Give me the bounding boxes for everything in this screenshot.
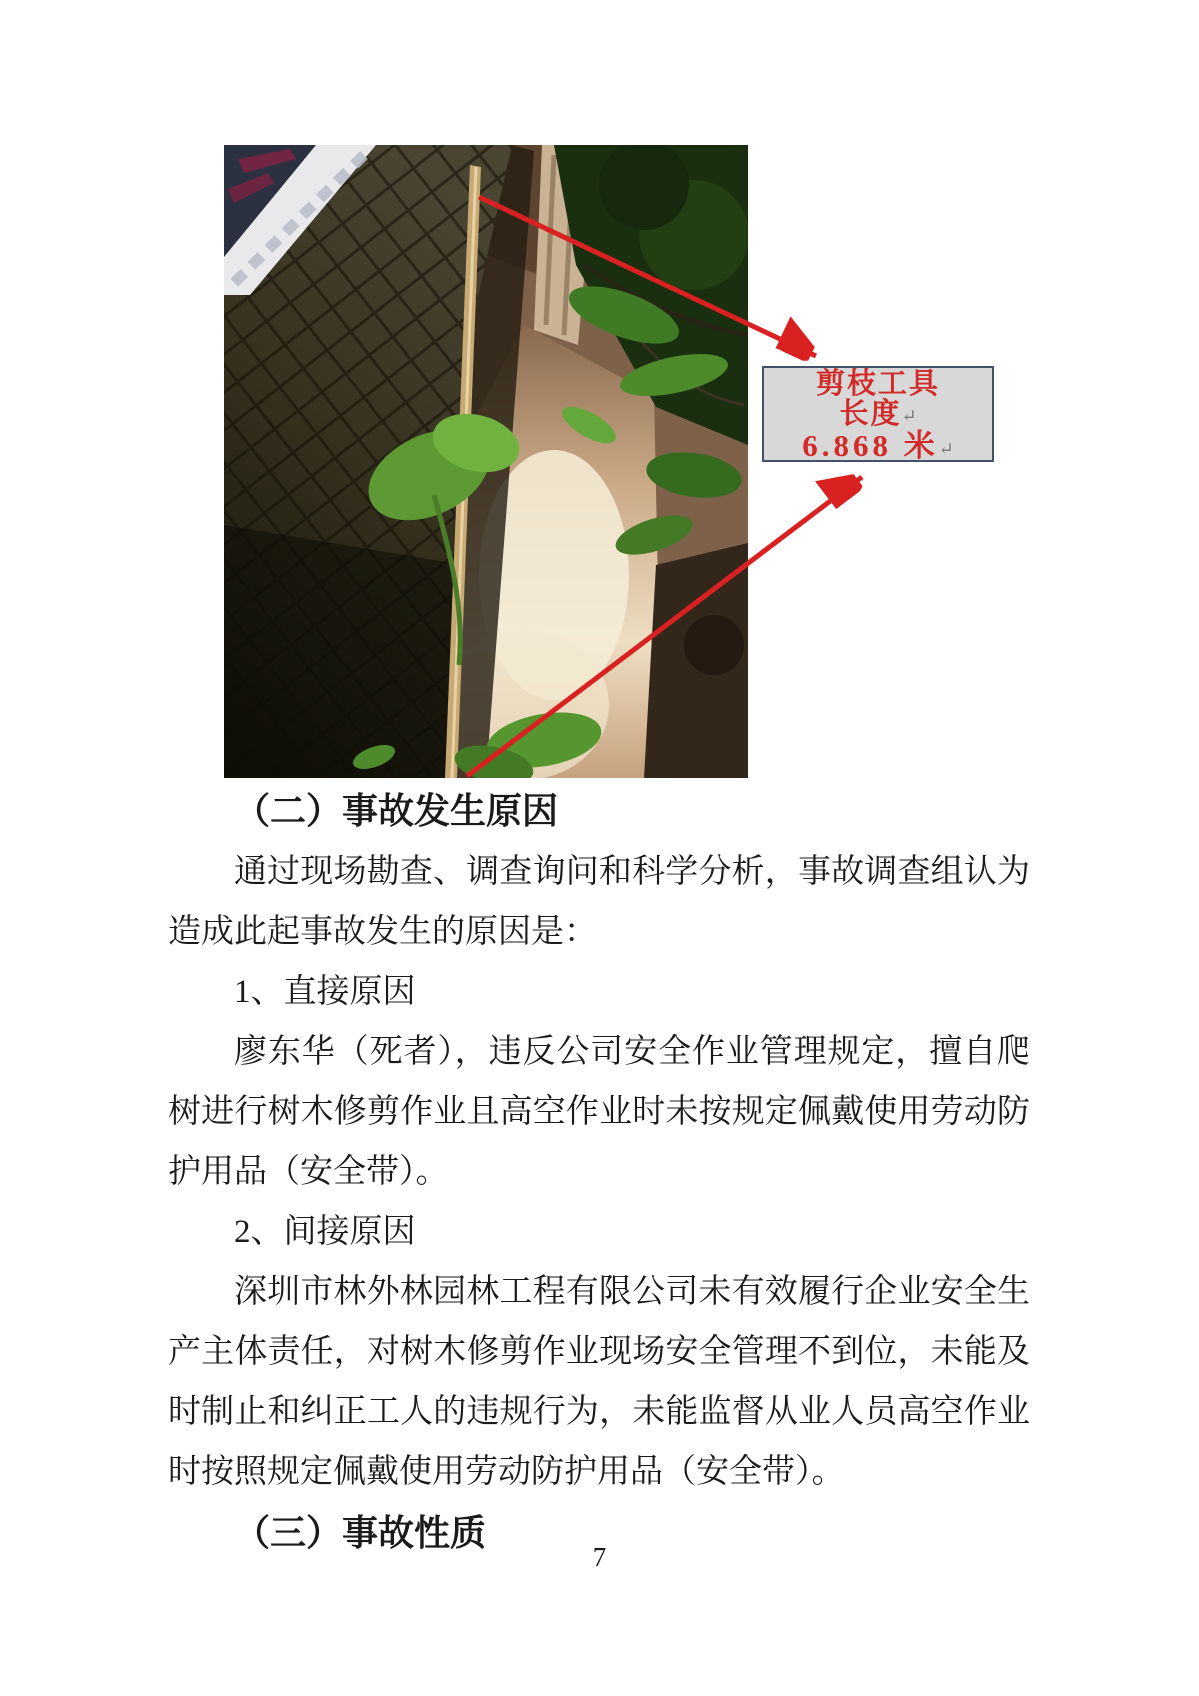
- section-heading-nature: （三）事故性质: [234, 1513, 487, 1553]
- callout-line-tool: 剪枝工具: [815, 368, 940, 400]
- return-mark-icon: ↵: [901, 406, 917, 426]
- item-direct-cause: 1、直接原因: [234, 974, 416, 1010]
- accident-site-photo: [224, 145, 748, 778]
- return-mark-icon: ↵: [938, 439, 954, 459]
- document-body: [168, 780, 1030, 1564]
- paragraph-indirect-cause: 深圳市林外林园林工程有限公司未有效履行企业安全生产主体责任，对树木修剪作业现场安全管理不到位，未能及时制止和纠正工人的违规行为，未能监督从业人员高空作业时按照规定佩戴使用劳动防护用品（安全带）。: [168, 1274, 1030, 1490]
- tool-length-callout: [762, 366, 994, 462]
- paragraph-intro: 通过现场勘查、调查询问和科学分析，事故调查组认为造成此起事故发生的原因是：: [168, 854, 1030, 950]
- site-photo-illustration: [224, 145, 748, 778]
- item-indirect-cause: 2、间接原因: [234, 1214, 416, 1250]
- section-heading-cause: （二）事故发生原因: [234, 791, 559, 831]
- paragraph-direct-cause: 廖东华（死者），违反公司安全作业管理规定，擅自爬树进行树木修剪作业且高空作业时未按规定佩戴使用劳动防护用品（安全带）。: [168, 1034, 1030, 1190]
- callout-line-length: 长度↵: [839, 398, 917, 430]
- page-number: 7: [592, 1542, 607, 1572]
- callout-line-value: 6.868 米↵: [802, 428, 954, 463]
